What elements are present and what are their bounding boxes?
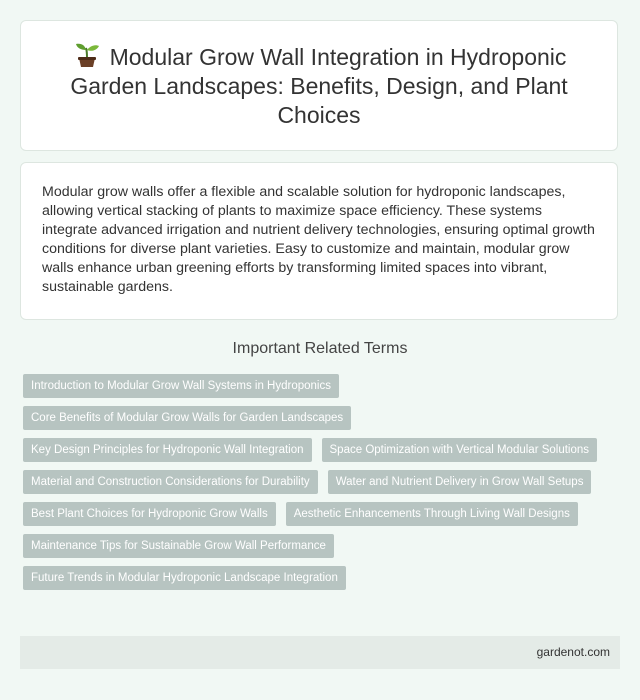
summary-card (20, 162, 618, 320)
related-term-tag[interactable]: Future Trends in Modular Hydroponic Landscape Integration (23, 566, 346, 590)
related-term-tag[interactable]: Key Design Principles for Hydroponic Wall Integration (23, 438, 312, 462)
footer-site-link[interactable]: gardenot.com (536, 645, 610, 659)
sprout-icon (72, 42, 102, 68)
page-title (51, 42, 587, 130)
related-term-tag[interactable]: Material and Construction Considerations for Durability (23, 470, 318, 494)
page-title-text: Modular Grow Wall Integration in Hydroponic Garden Landscapes: Benefits, Design, and Plant Choices (70, 43, 568, 128)
related-terms-list (23, 374, 623, 590)
related-term-tag[interactable]: Best Plant Choices for Hydroponic Grow Walls (23, 502, 276, 526)
summary-text: Modular grow walls offer a flexible and scalable solution for hydroponic landscapes, allowing vertical stacking of plants to maximize space efficiency. These systems integrate advanced irrigation and nutrient delivery technologies, ensuring optimal growth conditions for diverse plant varieties. Easy to customize and maintain, modular grow walls enhance urban greening efforts by transforming limited spaces into vibrant, sustainable gardens. (42, 184, 595, 295)
related-term-tag[interactable]: Water and Nutrient Delivery in Grow Wall Setups (328, 470, 592, 494)
footer (20, 636, 620, 669)
related-term-tag[interactable]: Introduction to Modular Grow Wall Systems in Hydroponics (23, 374, 339, 398)
related-terms-heading: Important Related Terms (232, 340, 408, 357)
title-card (20, 20, 618, 151)
related-term-tag[interactable]: Maintenance Tips for Sustainable Grow Wall Performance (23, 534, 334, 558)
related-term-tag[interactable]: Core Benefits of Modular Grow Walls for Garden Landscapes (23, 406, 351, 430)
related-term-tag[interactable]: Aesthetic Enhancements Through Living Wall Designs (286, 502, 578, 526)
related-term-tag[interactable]: Space Optimization with Vertical Modular Solutions (322, 438, 598, 462)
